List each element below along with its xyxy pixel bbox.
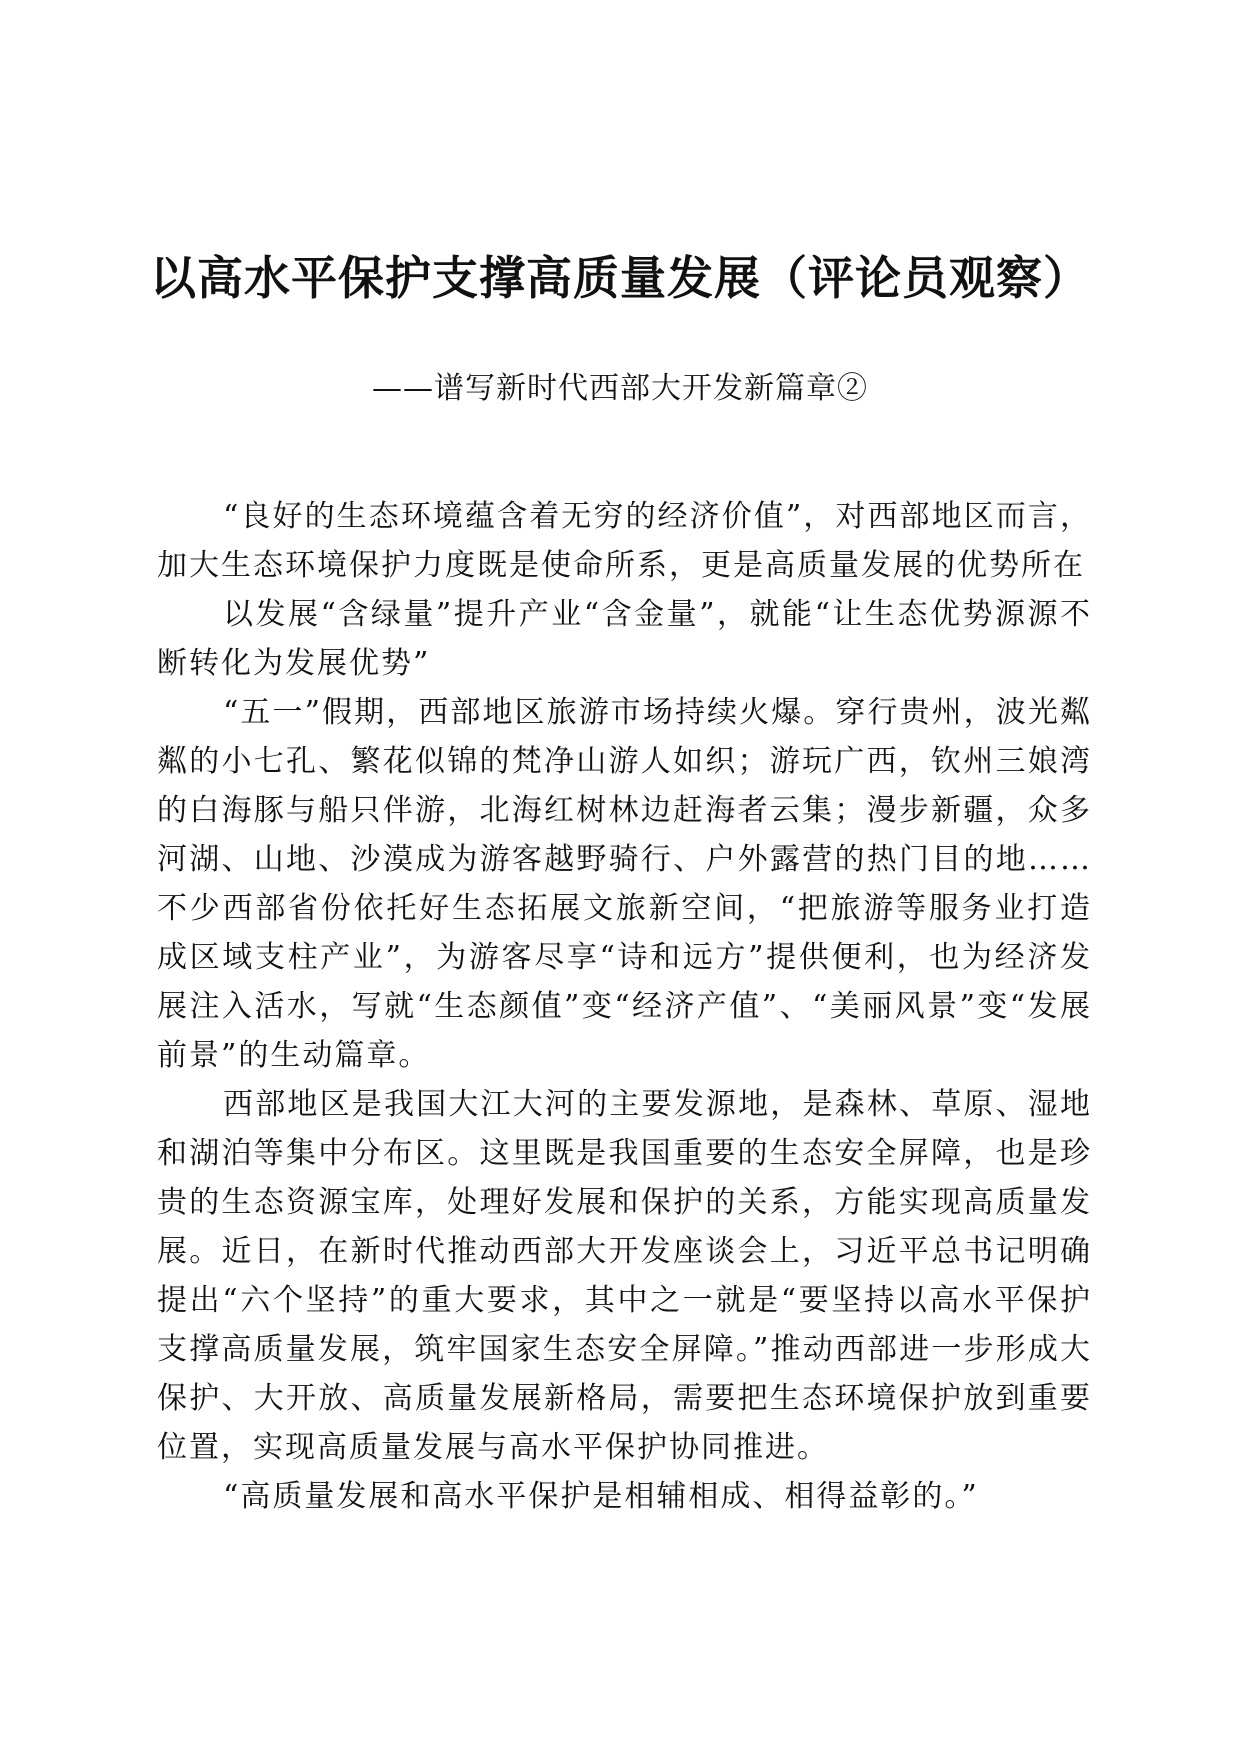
page-subtitle: ——谱写新时代西部大开发新篇章② xyxy=(372,371,868,406)
paragraph-1: “良好的生态环境蕴含着无穷的经济价值”，对西部地区而言，加大生态环境保护力度既是使命所系，更是高质量发展的优势所在 xyxy=(157,499,1092,583)
paragraph-3: “五一”假期，西部地区旅游市场持续火爆。穿行贵州，波光粼粼的小七孔、繁花似锦的梵净山游人如织；游玩广西，钦州三娘湾的白海豚与船只伴游，北海红树林边赶海者云集；漫步新疆，众多河湖、山地、沙漠成为游客越野骑行、户外露营的热门目的地……不少西部省份依托好生态拓展文旅新空间，“把旅游等服务业打造成区域支柱产业”，为游客尽享“诗和远方”提供便利，也为经济发展注入活水，写就“生态颜值”变“经济产值”、“美丽风景”变“发展前景”的生动篇章。 xyxy=(157,695,1092,1073)
paragraph-5: “高质量发展和高水平保护是相辅相成、相得益彰的。” xyxy=(223,1479,979,1514)
paragraph-4: 西部地区是我国大江大河的主要发源地，是森林、草原、湿地和湖泊等集中分布区。这里既是我国重要的生态安全屏障，也是珍贵的生态资源宝库，处理好发展和保护的关系，方能实现高质量发展。近日，在新时代推动西部大开发座谈会上，习近平总书记明确提出“六个坚持”的重大要求，其中之一就是“要坚持以高水平保护支撑高质量发展，筑牢国家生态安全屏障。”推动西部进一步形成大保护、大开放、高质量发展新格局，需要把生态环境保护放到重要位置，实现高质量发展与高水平保护协同推进。 xyxy=(157,1087,1092,1465)
page-title: 以高水平保护支撑高质量发展（评论员观察） xyxy=(150,251,1090,305)
paragraph-2: 以发展“含绿量”提升产业“含金量”，就能“让生态优势源源不断转化为发展优势” xyxy=(157,597,1092,681)
article-body xyxy=(157,492,1092,1521)
